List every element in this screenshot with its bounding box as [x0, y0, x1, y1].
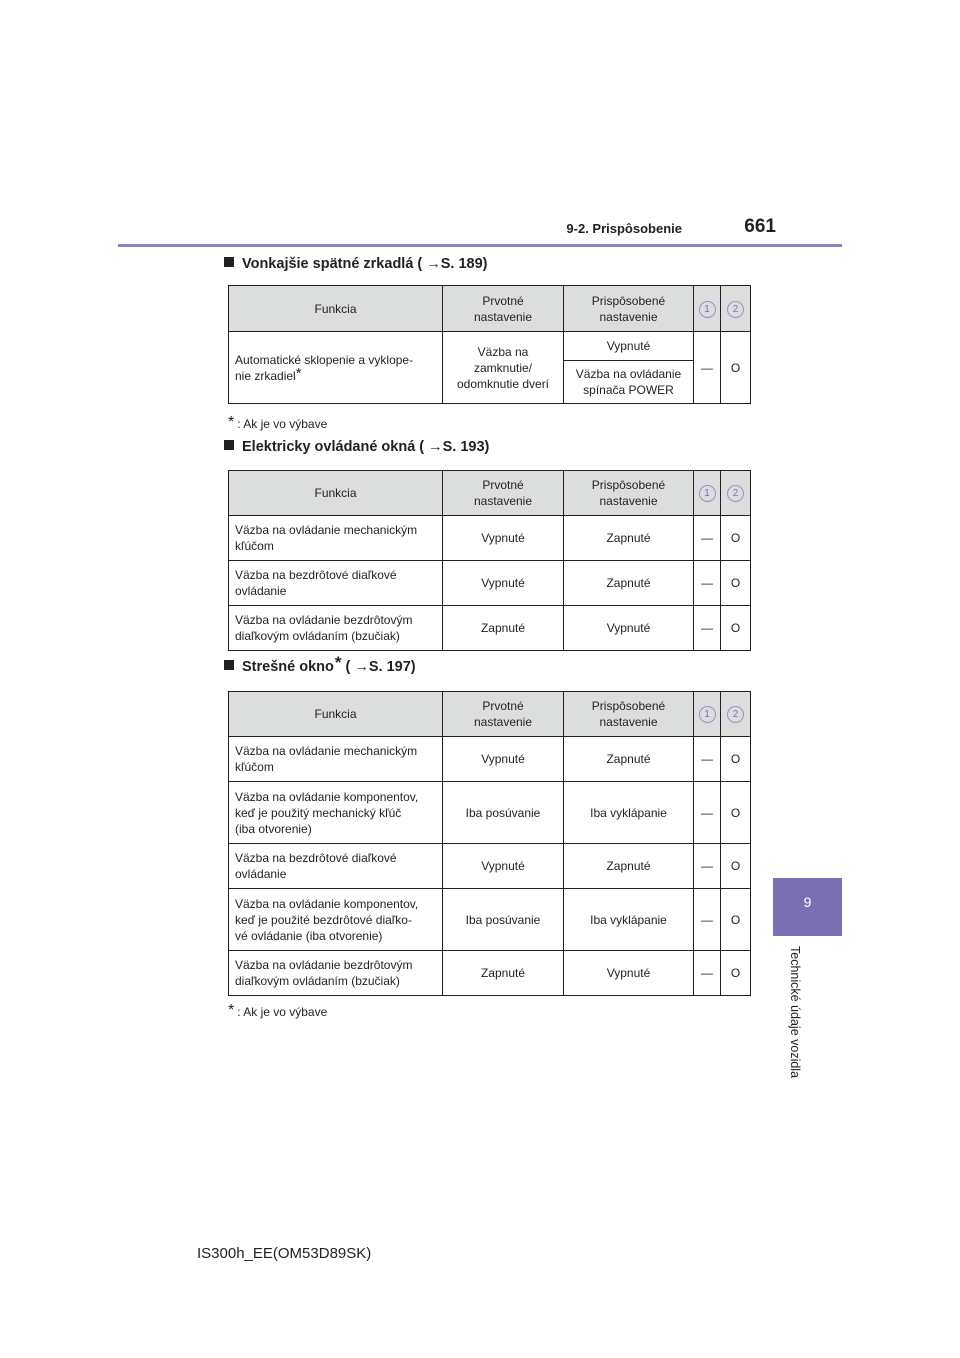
header-function: Funkcia: [229, 471, 443, 516]
table-header-row: [229, 692, 751, 737]
windows-table: [228, 470, 751, 651]
asterisk-icon: *: [228, 1002, 235, 1019]
table-header-row: [229, 286, 751, 332]
asterisk-icon: *: [295, 364, 302, 382]
header-default: Prvotné nastavenie: [443, 286, 564, 332]
header-function: Funkcia: [229, 286, 443, 332]
table-row: Väzba na ovládanie mechanickým kľúčom Vypnuté Zapnuté — O: [229, 737, 751, 782]
section-heading-mirrors: Vonkajšie spätné zrkadlá ( →S. 189): [224, 256, 488, 272]
arrow-icon: →: [354, 659, 369, 675]
header-circle-2: [721, 286, 751, 332]
header-custom: Prispôsobené nastavenie: [564, 692, 694, 737]
asterisk-icon: *: [334, 653, 342, 672]
header-custom: Prispôsobené nastavenie: [564, 471, 694, 516]
sunroof-table: [228, 691, 751, 996]
page-ref-link[interactable]: S. 189): [440, 256, 488, 272]
square-bullet-icon: [224, 440, 234, 450]
table-row: Väzba na bezdrôtové diaľkové ovládanie Vypnuté Zapnuté — O: [229, 561, 751, 606]
table-header-row: [229, 471, 751, 516]
header-default: Prvotné nastavenie: [443, 471, 564, 516]
header-circle-1: [694, 286, 721, 332]
arrow-icon: →: [428, 439, 443, 455]
page-number: 661: [744, 216, 776, 237]
circle-1-icon: 1: [699, 485, 716, 502]
header-function: Funkcia: [229, 692, 443, 737]
header-circle-1: [694, 471, 721, 516]
square-bullet-icon: [224, 257, 234, 267]
section-title: 9-2. Prispôsobenie: [566, 221, 682, 236]
header-custom: Prispôsobené nastavenie: [564, 286, 694, 332]
row-default: Väzba na zamknutie/ odomknutie dverí: [443, 332, 564, 404]
header-circle-1: [694, 692, 721, 737]
header-default: Prvotné nastavenie: [443, 692, 564, 737]
table-row: Väzba na ovládanie komponentov, keď je použité bezdrôtové diaľko- vé ovládanie (iba otvorenie) Iba posúvanie Iba vyklápanie — O: [229, 889, 751, 951]
arrow-icon: →: [426, 256, 441, 272]
header-rule: [118, 244, 842, 247]
chapter-tab[interactable]: [773, 878, 842, 936]
table-row: Väzba na ovládanie bezdrôtovým diaľkovým ovládaním (bzučiak) Zapnuté Vypnuté — O: [229, 951, 751, 996]
circle-2-icon: 2: [727, 301, 744, 318]
row-c2: O: [721, 332, 751, 404]
table-row: [229, 332, 751, 361]
square-bullet-icon: [224, 660, 234, 670]
table-row: Väzba na ovládanie komponentov, keď je použitý mechanický kľúč (iba otvorenie) Iba posúvanie Iba vyklápanie — O: [229, 782, 751, 844]
page-ref-link[interactable]: S. 197): [368, 659, 416, 675]
table-row: Väzba na ovládanie mechanickým kľúčom Vypnuté Zapnuté — O: [229, 516, 751, 561]
circle-2-icon: 2: [727, 485, 744, 502]
row-c1: —: [694, 332, 721, 404]
row-custom-a: Vypnuté: [564, 332, 694, 361]
table-row: Väzba na bezdrôtové diaľkové ovládanie Vypnuté Zapnuté — O: [229, 844, 751, 889]
chapter-number: 9: [803, 894, 812, 910]
section-heading-sunroof: Strešné okno* ( →S. 197): [224, 659, 416, 675]
circle-1-icon: 1: [699, 706, 716, 723]
document-code: IS300h_EE(OM53D89SK): [197, 1245, 372, 1262]
footnote-sunroof: * : Ak je vo výbave: [228, 1002, 328, 1019]
row-function: Automatické sklopenie a vyklope- nie zrkadiel*: [229, 332, 443, 404]
circle-2-icon: 2: [727, 706, 744, 723]
mirrors-table: [228, 285, 751, 404]
section-heading-windows: Elektricky ovládané okná ( →S. 193): [224, 439, 489, 455]
footnote-mirrors: * : Ak je vo výbave: [228, 414, 328, 431]
row-custom-b: Väzba na ovládanie spínača POWER: [564, 361, 694, 404]
header-circle-2: [721, 692, 751, 737]
asterisk-icon: *: [228, 414, 235, 431]
header-circle-2: [721, 471, 751, 516]
chapter-label: Technické údaje vozidla: [788, 946, 802, 1079]
circle-1-icon: 1: [699, 301, 716, 318]
table-row: Väzba na ovládanie bezdrôtovým diaľkovým ovládaním (bzučiak) Zapnuté Vypnuté — O: [229, 606, 751, 651]
page-ref-link[interactable]: S. 193): [442, 439, 490, 455]
